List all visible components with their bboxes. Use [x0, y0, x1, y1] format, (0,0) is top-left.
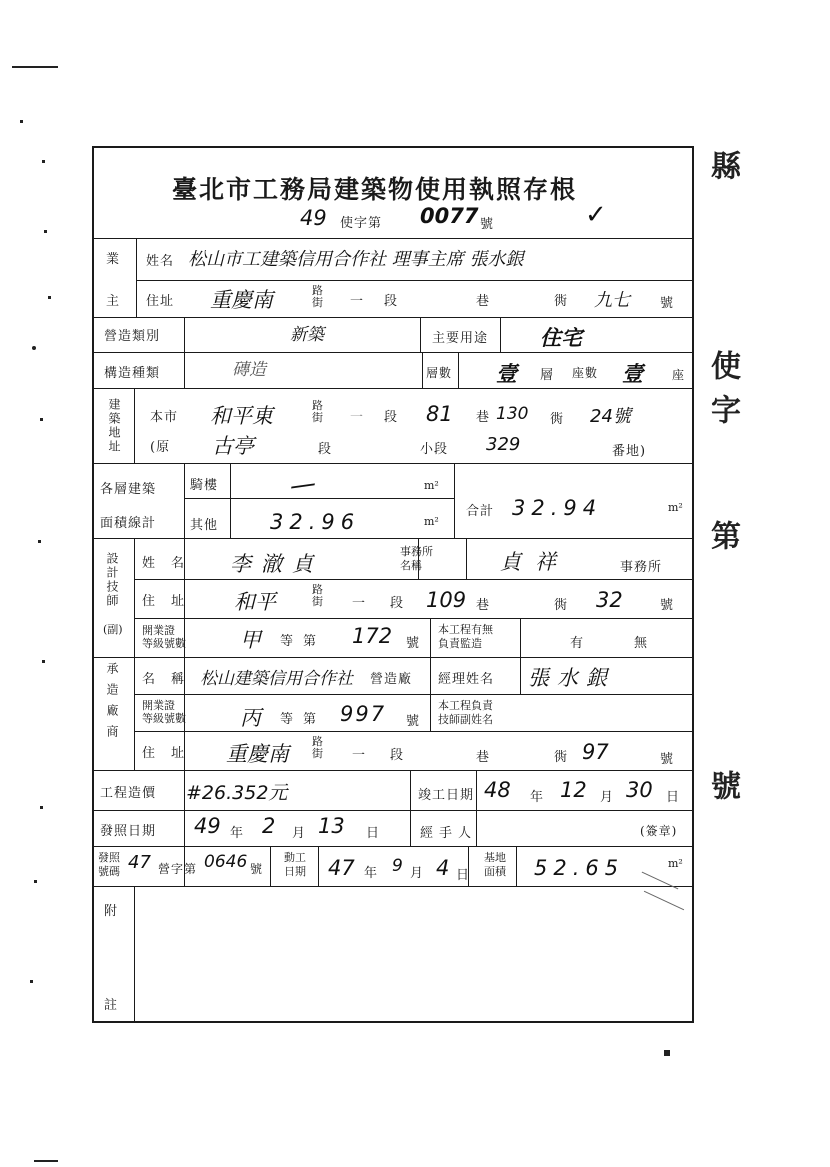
contractor-label: 承造廠商 [105, 662, 119, 746]
number-label: 號 [660, 296, 675, 311]
sign-label: (簽章) [640, 824, 678, 838]
orig-section: 古亭 [212, 434, 254, 458]
base-area-label-2: 面積 [484, 865, 506, 878]
total-area: 32.94 [512, 496, 603, 520]
section-label: 段 [384, 294, 399, 309]
start-day-label: 日 [456, 868, 471, 883]
start-year-label: 年 [364, 866, 379, 881]
completion-year: 48 [484, 778, 511, 802]
road-label-1: 路 [312, 284, 323, 297]
supervise-label-1: 本工程有無 [438, 623, 493, 636]
designer-road: 和平 [234, 590, 276, 614]
owner-label-2: 主 [106, 294, 121, 309]
permit-no-prefix: 47 [128, 852, 151, 873]
designer-number-label: 號 [660, 598, 675, 613]
owner-name: 松山市工建築信用合作社 理事主席 張水銀 [188, 249, 524, 270]
floors-label: 層數 [426, 366, 453, 380]
designer-address-label: 住址 [142, 594, 201, 609]
permit-no-label-2: 號碼 [98, 865, 120, 878]
start-month-label: 月 [410, 866, 425, 881]
supervise-label-2: 負責監造 [438, 637, 482, 650]
completion-month: 12 [560, 778, 587, 802]
site-alley-label: 衖 [550, 412, 565, 427]
issue-day-label: 日 [366, 826, 381, 841]
designer-name: 李澈貞 [230, 552, 323, 576]
site-road: 和平東 [210, 404, 273, 428]
completion-day: 30 [626, 778, 653, 802]
issue-year: 49 [194, 814, 221, 838]
start-month: 9 [392, 856, 403, 876]
permit-number: 0077 [420, 204, 479, 228]
arcade-unit: m² [424, 479, 439, 492]
arcade-label: 騎樓 [190, 478, 219, 493]
contractor-type: 營造廠 [370, 672, 413, 687]
contractor-license-label-2: 等級號數 [142, 712, 186, 725]
site-road-label-2: 街 [312, 411, 323, 424]
issue-day: 13 [318, 814, 345, 838]
total-unit: m² [668, 501, 683, 514]
firm-label-2: 名稱 [400, 559, 422, 572]
owner-number: 九七 [594, 290, 630, 311]
contractor-alley-label: 衖 [554, 750, 569, 765]
designer-section: 一 [352, 596, 367, 611]
permit-suffix-label: 號 [480, 217, 495, 232]
contractor-road: 重慶南 [226, 742, 289, 766]
structure-type-label: 構造種類 [104, 366, 161, 381]
address-label: 住址 [146, 294, 175, 309]
remarks-label-2: 註 [104, 998, 119, 1013]
main-use-label: 主要用途 [432, 331, 489, 346]
other-label: 其他 [190, 518, 219, 533]
site-section-label: 段 [384, 410, 399, 425]
construction-class-label: 營造類別 [104, 329, 161, 344]
designer-alley-label: 衖 [554, 598, 569, 613]
contractor-grade-label: 等第 [280, 712, 327, 727]
contractor-section: 一 [352, 748, 367, 763]
designer-road-label-2: 街 [312, 595, 323, 608]
site-alley: 130 [496, 404, 529, 424]
area-label-2: 面積線計 [100, 516, 157, 531]
designer-license-suffix: 號 [406, 636, 421, 651]
cost: #26.352元 [186, 782, 288, 804]
completion-day-label: 日 [666, 790, 681, 805]
lot-label: 番地) [612, 444, 647, 459]
site-lane-label: 巷 [476, 410, 491, 425]
contractor-grade: 丙 [240, 706, 261, 730]
buildings-label: 座數 [572, 366, 599, 380]
side-text-col1: 縣 [705, 150, 740, 194]
base-area-unit: m² [668, 857, 683, 870]
remarks-area [136, 887, 692, 1021]
designer-section-label: 段 [390, 596, 405, 611]
manager-name: 張水銀 [528, 666, 615, 690]
contractor-road-label-2: 街 [312, 747, 323, 760]
designer-license-no: 172 [352, 624, 393, 648]
orig-label: (原 [150, 440, 171, 455]
site-lane: 81 [426, 402, 453, 426]
start-year: 47 [328, 856, 355, 880]
permit-no-label-1: 發照 [98, 851, 120, 864]
site-label: 建築地址 [107, 398, 121, 454]
start-day: 4 [436, 856, 450, 880]
construction-class: 新築 [290, 325, 324, 345]
form-title: 臺北市工務局建築物使用執照存根 [172, 175, 578, 204]
designer-road-label-1: 路 [312, 583, 323, 596]
contractor-road-label-1: 路 [312, 735, 323, 748]
contractor-license-label-1: 開業證 [142, 699, 175, 712]
contractor-name-label: 名稱 [142, 672, 201, 687]
area-label-1: 各層建築 [100, 482, 157, 497]
contractor-number: 97 [582, 740, 609, 764]
remarks-label-1: 附 [104, 904, 119, 919]
construction-permit-no: 0646 [204, 852, 248, 872]
side-text-col2: 使字 [705, 350, 740, 438]
name-label: 姓名 [146, 254, 175, 269]
completion-label: 竣工日期 [418, 788, 475, 803]
structure-type: 磚造 [232, 360, 266, 380]
firm-label-1: 事務所 [400, 545, 433, 558]
permit-prefix-label: 使字第 [340, 216, 383, 231]
city-label: 本市 [150, 410, 179, 425]
tech-label-2: 技師副姓名 [438, 713, 493, 726]
designer-lane-label: 巷 [476, 598, 491, 613]
site-number: 24號 [590, 406, 631, 427]
check-mark: ✓ [585, 200, 607, 230]
owner-label-1: 業 [106, 252, 121, 267]
none-label: 無 [634, 636, 649, 651]
lane-label: 巷 [476, 294, 491, 309]
base-area: 52.65 [534, 856, 625, 880]
contractor-number-label: 號 [660, 752, 675, 767]
designer-number: 32 [596, 588, 623, 612]
start-label-2: 日期 [284, 865, 306, 878]
owner-section: 一 [350, 294, 365, 309]
cost-label: 工程造價 [100, 786, 157, 801]
side-text-col3: 第 [705, 520, 740, 564]
contractor-license-suffix: 號 [406, 714, 421, 729]
designer-firm: 貞祥 [500, 550, 570, 574]
base-area-label-1: 基地 [484, 851, 506, 864]
license-label-1: 開業證 [142, 624, 175, 637]
designer-seal: (副) [103, 623, 123, 636]
manager-label: 經理姓名 [438, 672, 495, 687]
completion-year-label: 年 [530, 790, 545, 805]
permit-year: 49 [300, 206, 327, 230]
issue-year-label: 年 [230, 826, 245, 841]
other-area: 32.96 [270, 510, 361, 534]
main-use: 住宅 [540, 326, 582, 350]
floor-unit: 層 [540, 368, 555, 383]
side-text-col4: 號 [705, 770, 740, 814]
issue-date-label: 發照日期 [100, 824, 157, 839]
designer-label: 設計技師 [105, 552, 119, 608]
contractor-license-no: 997 [340, 702, 387, 726]
alley-label: 衖 [554, 294, 569, 309]
total-label: 合計 [466, 504, 495, 519]
orig-section-label: 段 [318, 442, 333, 457]
issue-month: 2 [262, 814, 276, 838]
issue-month-label: 月 [292, 826, 307, 841]
site-section: 一 [350, 410, 365, 425]
floors: 壹 [496, 362, 517, 386]
road-label-2: 街 [312, 296, 323, 309]
construction-permit-suffix: 號 [250, 862, 264, 876]
contractor-section-label: 段 [390, 748, 405, 763]
license-label-2: 等級號數 [142, 637, 186, 650]
tech-label-1: 本工程負責 [438, 699, 493, 712]
contractor-address-label: 住址 [142, 746, 201, 761]
designer-grade: 甲 [240, 628, 261, 652]
other-unit: m² [424, 515, 439, 528]
orig-lot: 329 [486, 434, 521, 455]
construction-permit-label: 營字第 [158, 862, 198, 876]
buildings: 壹 [622, 362, 643, 386]
building-unit: 座 [672, 368, 686, 382]
completion-month-label: 月 [600, 790, 615, 805]
contractor-name: 松山建築信用合作社 [200, 669, 353, 689]
designer-lane: 109 [426, 588, 467, 612]
designer-name-label: 姓名 [142, 556, 201, 571]
subsection-label: 小段 [420, 442, 449, 457]
contractor-lane-label: 巷 [476, 750, 491, 765]
designer-grade-label: 等第 [280, 634, 327, 649]
owner-road: 重慶南 [210, 288, 273, 312]
has-label: 有 [570, 636, 585, 651]
site-road-label-1: 路 [312, 399, 323, 412]
firm-suffix: 事務所 [620, 560, 663, 575]
start-label-1: 動工 [284, 851, 306, 864]
handler-label: 經手人 [420, 826, 478, 841]
arcade-area: — [290, 468, 316, 502]
